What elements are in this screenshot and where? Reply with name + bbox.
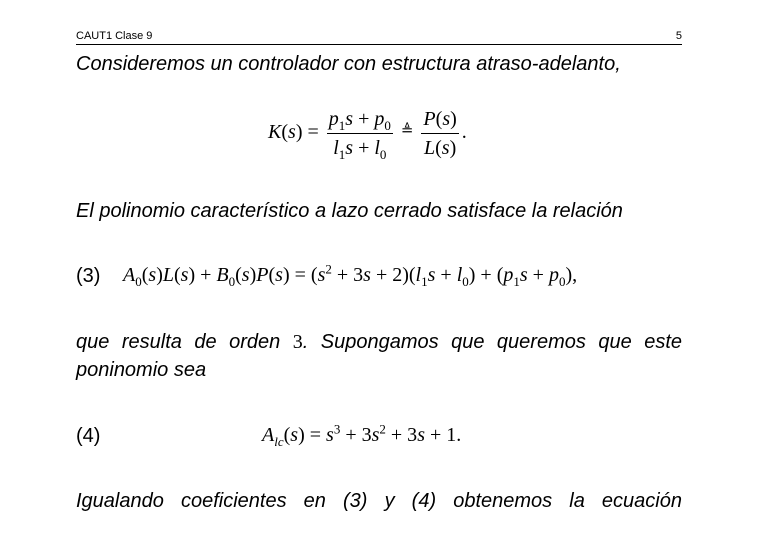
order-paragraph-line1 — [76, 328, 682, 356]
intro-paragraph: Consideremos un controlador con estructura atraso-adelanto, — [76, 53, 621, 75]
equation-3: $A_0(s)L(s) + B_0(s)P(s) = (s^2 + 3s + 2)(l_1s + l_0) + (p_1s + p_0)$, — [123, 261, 578, 289]
order-text-b: . Supongamos que queremos que este — [302, 331, 682, 353]
order-text-a: que resulta de orden — [76, 331, 293, 353]
order-paragraph-line2: poninomio sea — [76, 359, 207, 381]
page-number: 5 — [675, 30, 682, 42]
equation-4-label: (4) — [76, 425, 101, 447]
coefficients-paragraph: Igualando coeficientes en (3) y (4) obtenemos la ecuación — [76, 490, 682, 512]
controller-equation: K(s) = $\frac{p_1s + p_0}{l_1s + l_0}$ ≜ $\frac{P(s)}{L(s)}$ . — [268, 108, 467, 162]
equation-3-label: (3) — [76, 265, 101, 287]
page-header — [76, 30, 682, 45]
order-number: 3 — [292, 331, 303, 353]
characteristic-paragraph: El polinomio característico a lazo cerrado satisface la relación — [76, 200, 623, 222]
equation-4: $A_{lc}(s) = s^3 + 3s^2 + 3s + 1$. — [262, 421, 462, 449]
course-title: CAUT1 Clase 9 — [76, 30, 153, 42]
